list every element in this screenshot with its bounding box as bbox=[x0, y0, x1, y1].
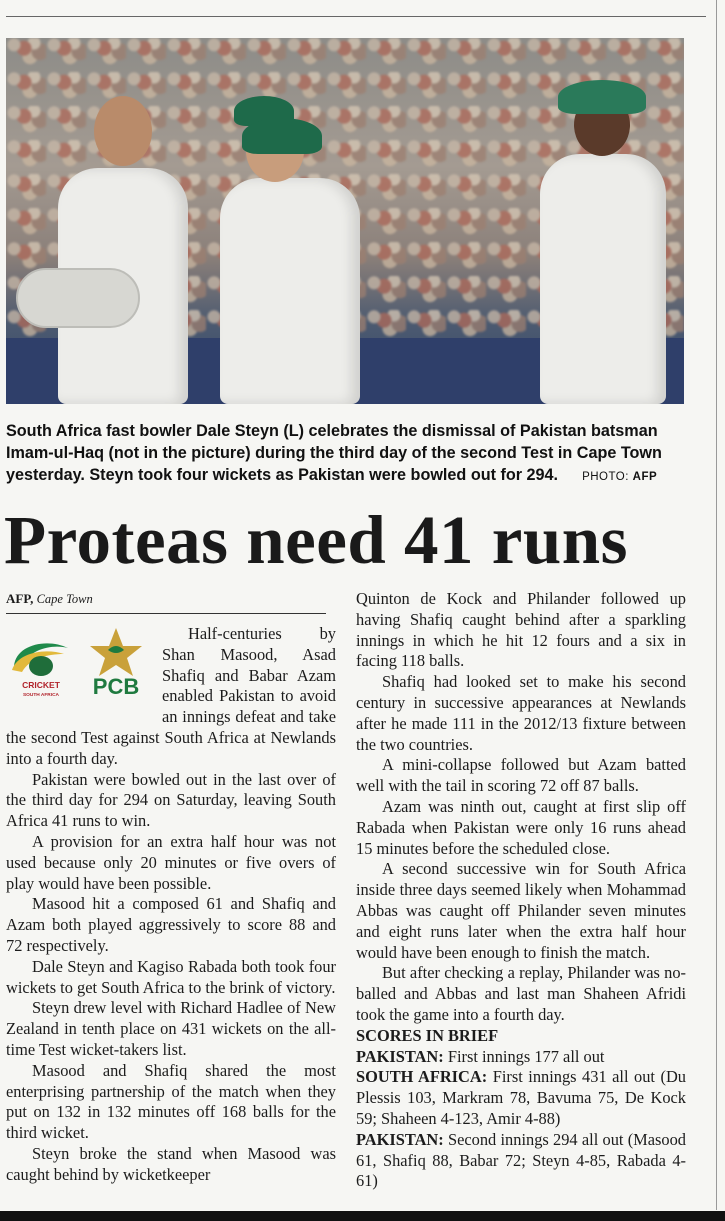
score-label: PAKISTAN: bbox=[356, 1046, 444, 1066]
byline-rule bbox=[6, 613, 326, 614]
scores-heading: SCORES IN BRIEF bbox=[356, 1025, 499, 1045]
photo-caption bbox=[6, 420, 696, 488]
col1-paragraph: A provision for an extra half hour was not used because only 20 minutes or five overs of play would have been possible. bbox=[6, 831, 336, 893]
photo-player-right bbox=[540, 154, 666, 404]
cricket-logo-text-top: CRICKET bbox=[22, 680, 60, 690]
photo-credit-source: AFP bbox=[632, 471, 658, 483]
col1-paragraph: Steyn drew level with Richard Hadlee of New Zealand in tenth place on 431 wickets on the all-time Test wicket-takers list. bbox=[6, 998, 336, 1059]
score-text: Second innings 294 all out (Masood 61, Shafiq 88, Babar 72; Steyn 4-85, Rabada 4-61) bbox=[356, 1129, 686, 1191]
score-line-pakistan-1 bbox=[356, 1047, 686, 1068]
col2-paragraph: A second successive win for South Africa inside three days seemed likely when Mohammad Abbas was caught off Philander seven minutes and eight runs later when the extra half hour would have been enough to finish the match. bbox=[356, 859, 686, 962]
byline-place: Cape Town bbox=[36, 592, 93, 606]
headline: Proteas need 41 runs bbox=[4, 502, 628, 578]
score-text: First innings 431 all out (Du Plessis 103, Markram 78, Bavuma 75, De Kock 59; Shaheen 4-123, Amir 4-88) bbox=[356, 1067, 686, 1128]
col1-paragraph: Masood hit a composed 61 and Shafiq and Azam both played aggressively to score 88 and 72 respectively. bbox=[6, 894, 336, 955]
page-bottom-bar bbox=[0, 1211, 725, 1221]
photo-player-center bbox=[220, 178, 360, 404]
logo-text-wrap bbox=[6, 624, 162, 716]
top-rule bbox=[6, 16, 706, 17]
match-photo bbox=[6, 38, 684, 404]
article-column-2 bbox=[356, 589, 686, 1192]
score-label: SOUTH AFRICA: bbox=[356, 1067, 488, 1087]
photo-credit bbox=[582, 471, 657, 483]
score-text: First innings 177 all out bbox=[443, 1046, 605, 1066]
photo-caption-text: South Africa fast bowler Dale Steyn (L) celebrates the dismissal of Pakistan batsman Imam-ul-Haq (not in the picture) during the third day of the second Test in Cape Town yesterday. Steyn took four wickets as Pakistan were bowled out for 294. bbox=[6, 422, 662, 484]
col1-paragraph: Pakistan were bowled out in the last over of the third day for 294 on Saturday, leaving South Africa 41 runs to win. bbox=[6, 769, 336, 831]
photo-keeper-gloves bbox=[16, 268, 140, 328]
cricket-logo-text-bottom: SOUTH AFRICA bbox=[22, 693, 60, 698]
col2-paragraph: A mini-collapse followed but Azam batted well with the tail in scoring 72 off 87 balls. bbox=[356, 755, 686, 796]
photo-credit-label: PHOTO: bbox=[582, 471, 629, 483]
col1-paragraph: Steyn broke the stand when Masood was caught behind by wicketkeeper bbox=[6, 1143, 336, 1184]
col1-paragraph: Half-centuries by Shan Masood, Asad Shafiq and Babar Azam enabled Pakistan to avoid an innings defeat and take the second Test against South Africa at Newlands into a fourth day. bbox=[6, 624, 336, 768]
byline-agency: AFP, bbox=[6, 591, 34, 606]
score-label: PAKISTAN: bbox=[356, 1129, 444, 1149]
col2-paragraph: Quinton de Kock and Philander followed up having Shafiq caught behind after a sparkling innings in which he hit 12 fours and a six in facing 118 balls. bbox=[356, 589, 686, 671]
photo-player-left-head bbox=[94, 96, 152, 166]
pcb-logo-text: PCB bbox=[92, 674, 140, 698]
col2-paragraph: But after checking a replay, Philander was no-balled and Abbas and last man Shaheen Afridi took the game into a fourth day. bbox=[356, 963, 686, 1024]
photo-player-front-cap bbox=[242, 118, 322, 154]
right-column-rule bbox=[716, 0, 717, 1210]
photo-player-right-hat bbox=[558, 80, 646, 114]
byline bbox=[6, 591, 93, 607]
col2-paragraph: Shafiq had looked set to make his second century in successive appearances at Newlands after he made 111 in the 2012/13 fixture between the two countries. bbox=[356, 672, 686, 754]
score-line-pakistan-2 bbox=[356, 1130, 686, 1192]
article-column-1 bbox=[6, 624, 336, 1186]
score-line-south-africa bbox=[356, 1067, 686, 1129]
col2-paragraph: Azam was ninth out, caught at first slip off Rabada when Pakistan were only 16 runs ahead 15 minutes before the scheduled close. bbox=[356, 796, 686, 858]
col1-paragraph: Dale Steyn and Kagiso Rabada both took four wickets to get South Africa to the brink of victory. bbox=[6, 956, 336, 997]
col1-paragraph: Masood and Shafiq shared the most enterprising partnership of the match when they put on 132 in 132 minutes off 168 balls for the third wicket. bbox=[6, 1060, 336, 1143]
